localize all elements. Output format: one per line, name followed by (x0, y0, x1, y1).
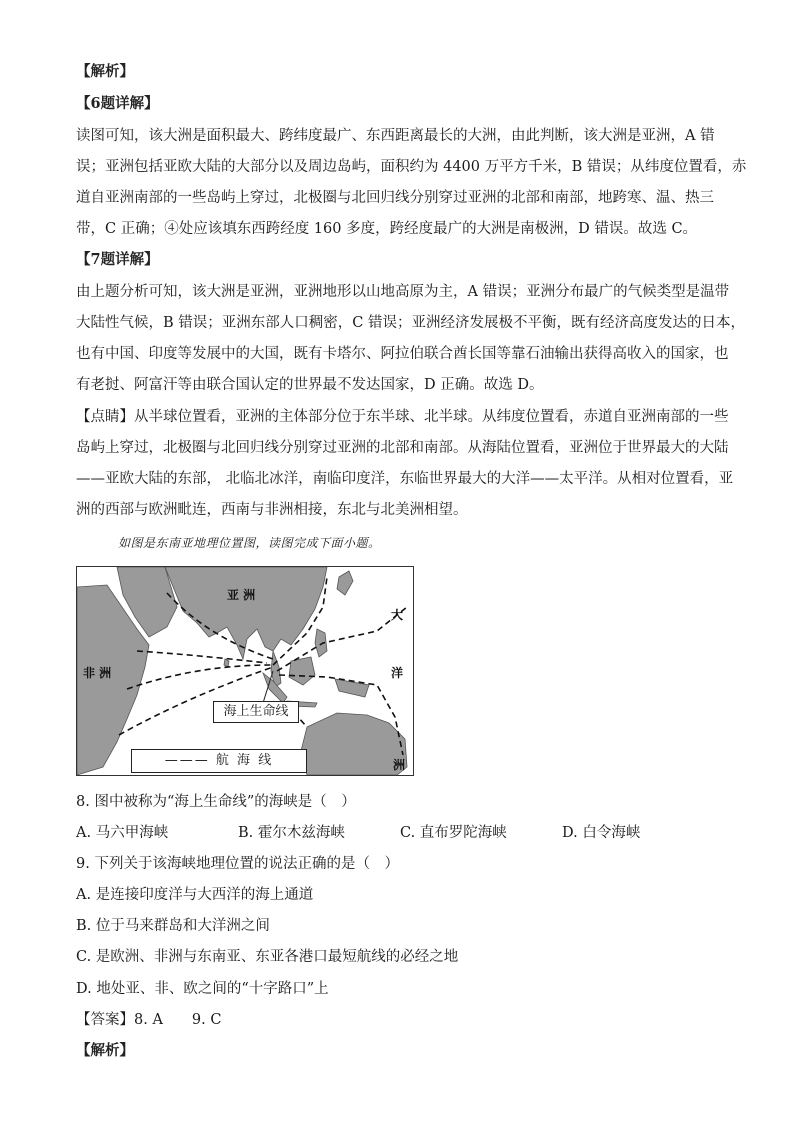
africa-label: 非 洲 (83, 666, 112, 680)
q6-text-line-4: 带，C 正确；④处应该填东西跨经度 160 多度，跨经度最广的大洲是南极洲，D 错误。故选 C。 (76, 221, 698, 237)
q7-text-line-3: 也有中国、印度等发展中的大国，既有卡塔尔、阿拉伯联合酋长国等靠石油输出获得高收入的国家，也 (76, 346, 729, 362)
q9-stem: 9. 下列关于该海峡地理位置的说法正确的是（ ） (76, 856, 399, 872)
q6-text-line-3: 道自亚洲南部的一些岛屿上穿过，北极圈与北回归线分别穿过亚洲的北部和南部，地跨寒、温、热三 (76, 190, 714, 206)
oceania-zhou-label: 洲 (393, 758, 406, 772)
q9-option-c: C. 是欧洲、非洲与东南亚、东亚各港口最短航线的必经之地 (76, 949, 459, 965)
q9-option-a: A. 是连接印度洋与大西洋的海上通道 (76, 887, 314, 903)
tip-line-3: ——亚欧大陆的东部， 北临北冰洋，南临印度洋，东临世界最大的大洋——太平洋。从相对位置看，亚 (76, 471, 734, 487)
pacific-yang-label: 洋 (391, 666, 404, 680)
q8-option-d: D. 白令海峡 (562, 825, 641, 841)
tip-line-1: 【点睛】从半球位置看，亚洲的主体部分位于东半球、北半球。从纬度位置看，赤道自亚洲南部的一些 (76, 409, 729, 425)
q8-stem: 8. 图中被称为“海上生命线”的海峡是（ ） (76, 794, 356, 810)
q8-option-a: A. 马六甲海峡 (76, 825, 169, 841)
map-legend: ——— 航 海 线 (131, 749, 307, 773)
asia-label: 亚 洲 (227, 588, 256, 602)
asia-landmass (165, 567, 327, 659)
answer-line: 【答案】8. A 9. C (76, 1012, 222, 1028)
japan-island (337, 571, 353, 595)
tip-line-2: 岛屿上穿过，北极圈与北回归线分别穿过亚洲的北部和南部。从海陆位置看，亚洲位于世界最大的大陆 (76, 440, 729, 456)
sri-lanka-island (224, 659, 229, 667)
q8-option-b: B. 霍尔木兹海峡 (238, 825, 345, 841)
australia-landmass (301, 713, 407, 775)
map-graphic (77, 567, 413, 775)
pacific-da-label: 大 (391, 608, 404, 622)
analysis-heading: 【解析】 (76, 63, 134, 80)
southeast-asia-map (76, 566, 414, 776)
map-caption: 如图是东南亚地理位置图，读图完成下面小题。 (118, 536, 381, 550)
q7-text-line-1: 由上题分析可知，该大洲是亚洲，亚洲地形以山地高原为主，A 错误；亚洲分布最广的气候类型是温带 (76, 284, 730, 300)
q9-option-b: B. 位于马来群岛和大洋洲之间 (76, 918, 270, 934)
tip-line-4: 洲的西部与欧洲毗连，西南与非洲相接，东北与北美洲相望。 (76, 502, 468, 518)
borneo-island (289, 657, 315, 685)
q6-text-line-1: 读图可知，该大洲是面积最大、跨纬度最广、东西距离最长的大洲，由此判断，该大洲是亚洲，A 错 (76, 128, 715, 144)
q8-option-c: C. 直布罗陀海峡 (400, 825, 507, 841)
q9-option-d: D. 地处亚、非、欧之间的“十字路口”上 (76, 981, 329, 997)
q6-detail-heading: 【6题详解】 (76, 95, 159, 112)
q7-text-line-2: 大陆性气候，B 错误；亚洲东部人口稠密，C 错误；亚洲经济发展极不平衡，既有经济高度发达的日本， (76, 315, 745, 331)
analysis-heading-bottom: 【解析】 (76, 1042, 134, 1059)
q6-text-line-2: 误；亚洲包括亚欧大陆的大部分以及周边岛屿，面积约为 4400 万平方千米，B 错误；从纬度位置看，赤 (76, 159, 747, 175)
q7-detail-heading: 【7题详解】 (76, 251, 159, 268)
q7-text-line-4: 有老挝、阿富汗等由联合国认定的世界最不发达国家，D 正确。故选 D。 (76, 377, 544, 393)
strait-label-box: 海上生命线 (213, 701, 299, 723)
